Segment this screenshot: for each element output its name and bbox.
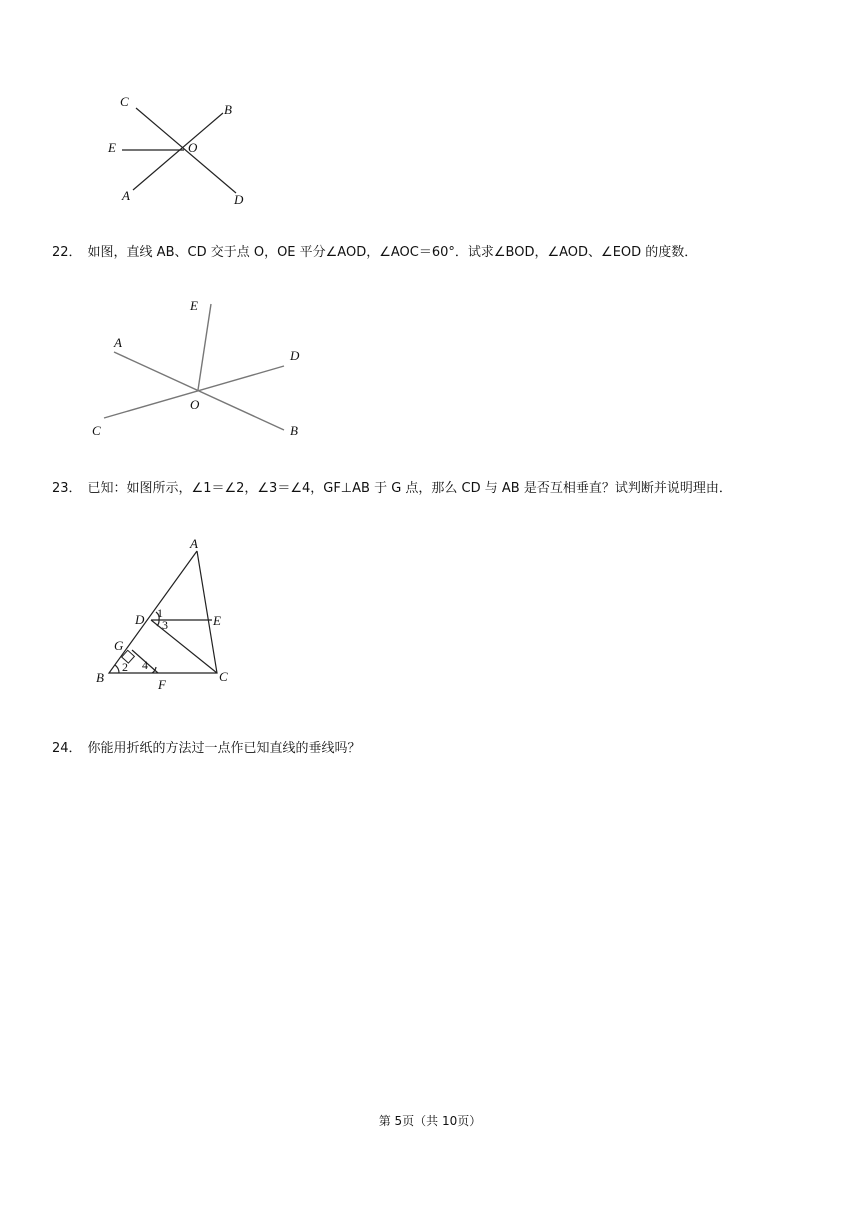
question-22 bbox=[52, 244, 697, 262]
label-c: C bbox=[219, 669, 228, 684]
label-a: A bbox=[122, 188, 130, 203]
label-c: C bbox=[120, 94, 129, 109]
label-angle-3: 3 bbox=[162, 618, 168, 632]
question-22-number: 22． bbox=[52, 245, 82, 260]
label-a: A bbox=[190, 536, 198, 551]
question-24 bbox=[52, 740, 361, 758]
label-c: C bbox=[92, 423, 101, 438]
label-angle-2: 2 bbox=[122, 660, 128, 674]
page-footer: 第 5页（共 10页） bbox=[378, 1114, 482, 1128]
question-23 bbox=[52, 480, 732, 498]
question-22-text: 如图，直线 AB、CD 交于点 O，OE 平分∠AOD，∠AOC＝60°．试求∠BOD，∠AOD、∠EOD 的度数． bbox=[87, 245, 698, 260]
figure-1-diagram bbox=[100, 90, 270, 210]
question-23-text: 已知：如图所示，∠1＝∠2，∠3＝∠4，GF⊥AB 于 G 点，那么 CD 与 AB 是否互相垂直？试判断并说明理由． bbox=[87, 481, 732, 496]
label-e: E bbox=[108, 140, 116, 155]
label-b: B bbox=[224, 102, 232, 117]
label-d: D bbox=[135, 612, 145, 627]
label-f: F bbox=[158, 677, 166, 692]
label-b: B bbox=[290, 423, 298, 438]
figure-3 bbox=[90, 532, 250, 692]
triangle-abc bbox=[109, 551, 217, 673]
label-angle-4: 4 bbox=[142, 658, 148, 672]
figure-3-diagram bbox=[90, 532, 250, 692]
label-d: D bbox=[290, 348, 300, 363]
label-b: B bbox=[96, 670, 104, 685]
segment-dc bbox=[151, 620, 217, 673]
figure-1 bbox=[100, 90, 270, 210]
label-d: D bbox=[234, 192, 244, 207]
line-ab bbox=[133, 113, 223, 190]
question-24-text: 你能用折纸的方法过一点作已知直线的垂线吗？ bbox=[87, 741, 361, 756]
label-g: G bbox=[114, 638, 124, 653]
angle-3-arc bbox=[157, 620, 159, 626]
label-angle-1: 1 bbox=[157, 606, 163, 620]
figure-2 bbox=[86, 292, 326, 442]
angle-2-arc bbox=[115, 665, 119, 673]
question-23-number: 23． bbox=[52, 481, 82, 496]
figure-2-diagram bbox=[86, 292, 326, 442]
label-e: E bbox=[190, 298, 198, 313]
label-o: O bbox=[190, 397, 200, 412]
label-e: E bbox=[213, 613, 221, 628]
label-a: A bbox=[114, 335, 122, 350]
ray-oe bbox=[198, 304, 211, 390]
label-o: O bbox=[188, 140, 198, 155]
question-24-number: 24． bbox=[52, 741, 82, 756]
